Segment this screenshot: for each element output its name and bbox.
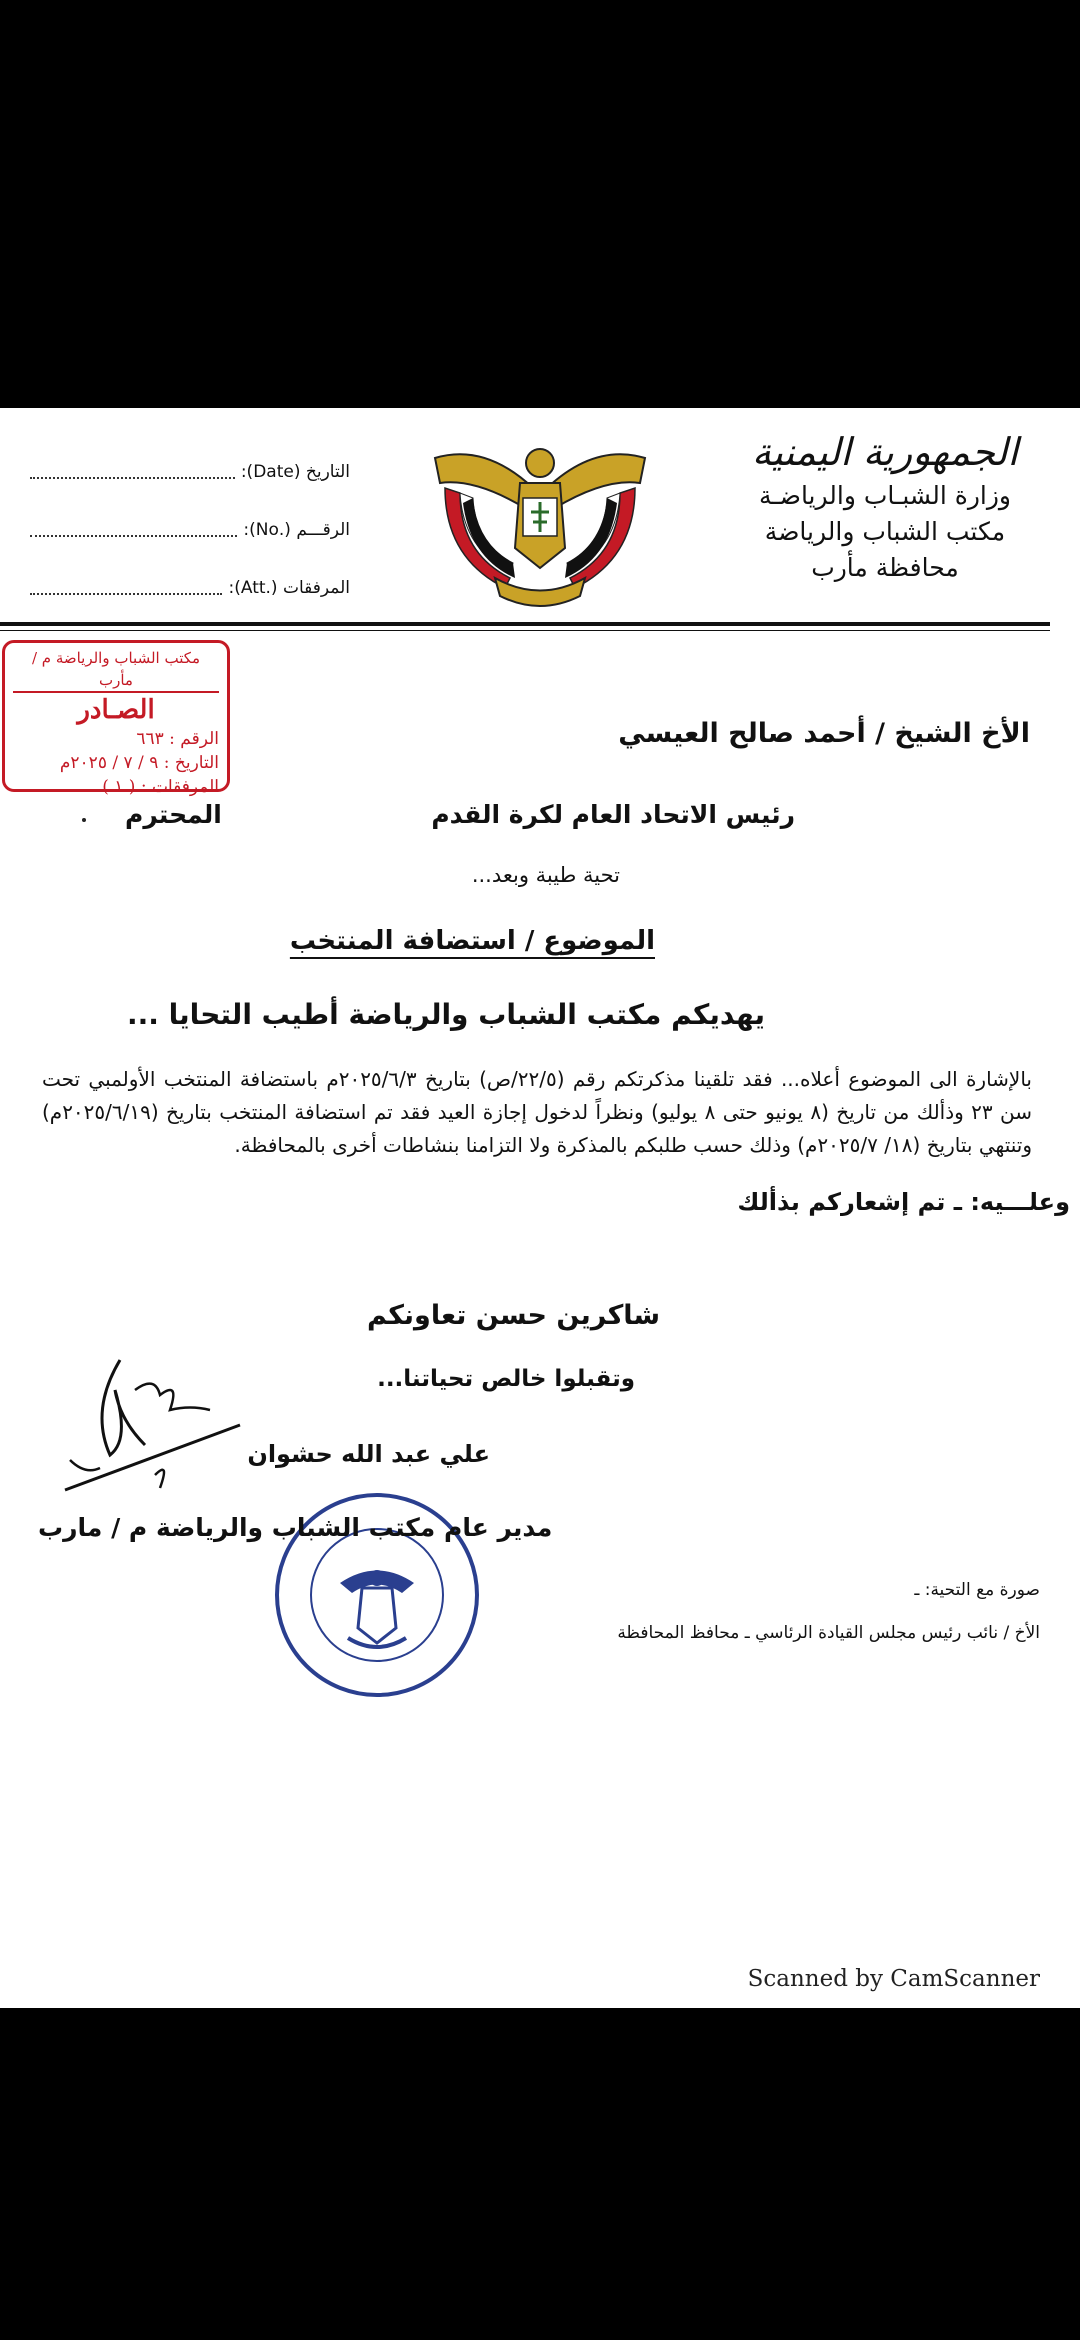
handwritten-signature-icon [60,1350,260,1500]
date-label: التاريخ (Date): [240,462,350,482]
respected-label: المحترم [125,800,222,829]
signer-name: علي عبد الله حشوان [247,1440,490,1468]
closing-line: وتقبلوا خالص تحياتنا... [377,1366,635,1392]
letterhead-right [720,426,1050,586]
salutation: يهديكم مكتب الشباب والرياضة أطيب التحايا ... [127,998,765,1031]
stamp-attachments: المرفقات : ( ١ ) [102,777,219,797]
number-dots [30,501,237,537]
office-name: مكتب الشباب والرياضة [764,517,1006,546]
stamp-title: الصـادر [77,695,155,725]
ministry-name: وزارة الشبـاب والرياضـة [758,481,1011,510]
attachments-field [30,559,350,617]
subject-line: الموضوع / استضافة المنتخب [289,926,655,956]
scanner-watermark: Scanned by CamScanner [747,1966,1040,1992]
letter-body: بالإشارة الى الموضوع أعلاه... فقد تلقينا مذكرتكم رقم (٢٢/٥/ص) بتاريخ ٢٠٢٥/٦/٣م باستضافة المنتخب الأولمبي تحت سن ٢٣ وذألك من تاريخ (٨ يونيو حتى ٨ يوليو) ونظراً لدخول إجازة العيد فقد تم استضافة المنتخب بتاريخ (٢٠٢٥/٦/١٩م) وتنتهي بتاريخ (١٨/ ٢٠٢٥/٧م) وذلك حسب طلبكم بالمذكرة ولا التزامنا بنشاطات أخرى بالمحافظة. [42,1067,1032,1157]
document-page [0,408,1080,2008]
ink-dot [82,818,86,822]
addressee: الأخ الشيخ / أحمد صالح العيسي [618,718,1030,749]
stamp-date: التاريخ : ٩ / ٧ / ٢٠٢٥م [59,753,219,773]
cc-label: صورة مع التحية: ـ [914,1580,1040,1600]
stamp-number: الرقم : ٦٦٣ [136,729,219,749]
republic-name: الجمهورية اليمنية [751,430,1019,474]
outgoing-stamp [2,640,230,797]
number-label: الرقـــم (.No): [243,520,350,540]
attachments-label: المرفقات (.Att): [228,578,350,598]
yemen-emblem-icon [415,428,665,618]
addressee-position: رئيس الاتحاد العام لكرة القدم [431,800,795,829]
header-divider-thin [0,630,1050,631]
greeting: تحية طيبة وبعد... [471,863,620,887]
number-field [30,501,350,559]
conclusion: وعلـــيه: ـ تم إشعاركم بذألك [737,1188,1070,1216]
header-divider [0,622,1050,626]
stamp-office: مكتب الشباب والرياضة م / مأرب [13,647,219,693]
attachments-dots [30,559,222,595]
reference-fields [30,443,350,617]
cc-recipient: الأخ / نائب رئيس مجلس القيادة الرئاسي ـ محافظ المحافظة [617,1623,1040,1643]
signer-title: مدير عام مكتب الشباب والرياضة م / مارب [38,1513,553,1542]
thanks-line: شاكرين حسن تعاونكم [367,1300,660,1331]
governorate-name: محافظة مأرب [811,553,959,582]
date-field [30,443,350,501]
date-dots [30,443,235,479]
